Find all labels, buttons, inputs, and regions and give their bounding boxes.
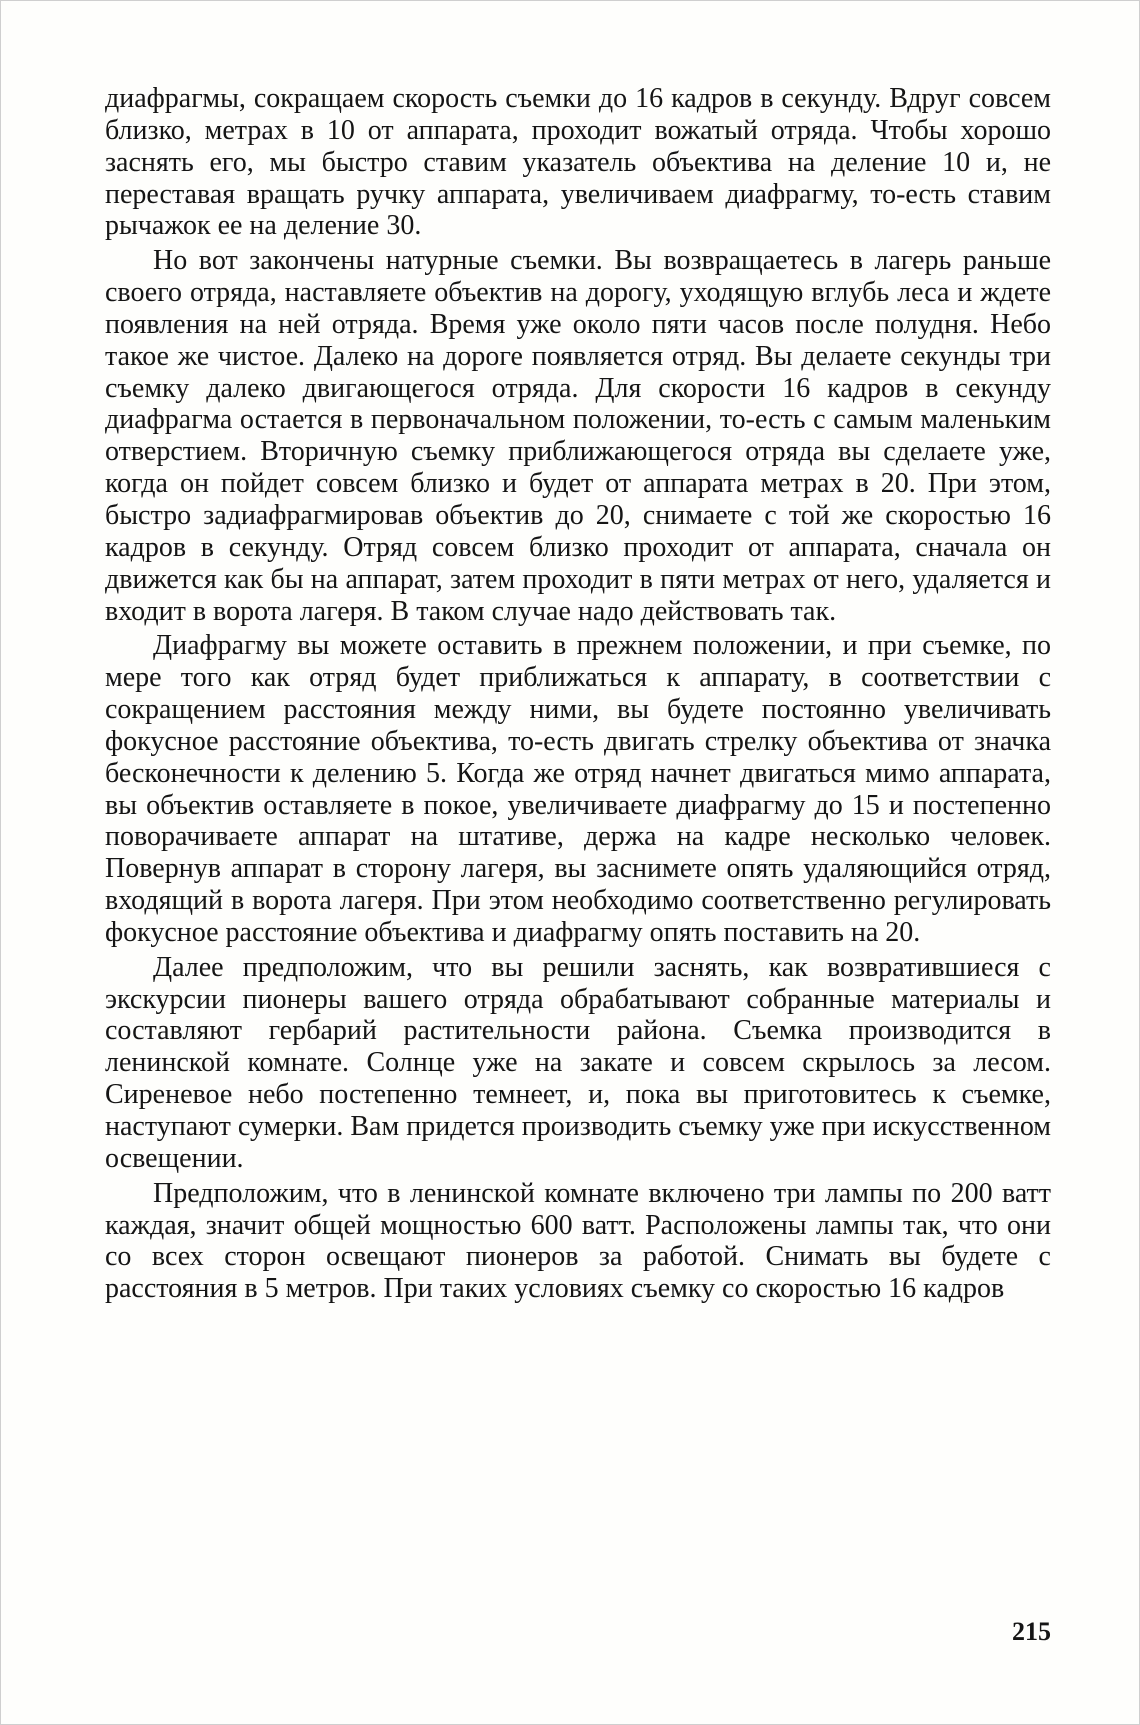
- body-text: [105, 83, 1051, 1308]
- paragraph-4: Далее предположим, что вы решили заснять, как возвратившиеся с экскурсии пионеры вашего отряда обрабатывают собранные материалы и составляют гербарий растительности района. Съемка производится в ленинской комнате. Солнце уже на закате и совсем скрылось за лесом. Сиреневое небо постепенно темнеет, и, пока вы приготовитесь к съемке, наступают сумерки. Вам придется производить съемку уже при искусственном освещении.: [105, 951, 1051, 1174]
- paragraph-3: Диафрагму вы можете оставить в прежнем положении, и при съемке, по мере того как отряд будет приближаться к аппарату, в соответствии с сокращением расстояния между ними, вы будете постоянно увеличивать фокусное расстояние объектива, то-есть двигать стрелку объектива от значка бесконечности к делению 5. Когда же отряд начнет двигаться мимо аппарата, вы объектив оставляете в покое, увеличиваете диафрагму до 15 и постепенно поворачиваете аппарат на штативе, держа на кадре несколько человек. Повернув аппарат в сторону лагеря, вы заснимете опять удаляющийся отряд, входящий в ворота лагеря. При этом необходимо соответственно регулировать фокусное расстояние объектива и диафрагму опять поставить на 20.: [105, 630, 1051, 948]
- paragraph-1: диафрагмы, сокращаем скорость съемки до 16 кадров в секунду. Вдруг совсем близко, метрах в 10 от аппарата, проходит вожатый отряда. Чтобы хорошо заснять его, мы быстро ставим указатель объектива на деление 10 и, не переставая вращать ручку аппарата, увеличиваем диафрагму, то-есть ставим рычажок ее на деление 30.: [105, 83, 1051, 242]
- page-number: 215: [1012, 1617, 1051, 1646]
- paragraph-2: Но вот закончены натурные съемки. Вы возвращаетесь в лагерь раньше своего отряда, наставляете объектив на дорогу, уходящую вглубь леса и ждете появления на ней отряда. Время уже около пяти часов после полудня. Небо такое же чистое. Далеко на дороге появляется отряд. Вы делаете секунды три съемку далеко двигающегося отряда. Для скорости 16 кадров в секунду диафрагма остается в первоначальном положении, то-есть с самым маленьким отверстием. Вторичную съемку приближающегося отряда вы сделаете уже, когда он пойдет совсем близко и будет от аппарата метрах в 20. При этом, быстро задиафрагмировав объектив до 20, снимаете с той же скоростью 16 кадров в секунду. Отряд совсем близко проходит от аппарата, сначала он движется как бы на аппарат, затем проходит в пяти метрах от него, удаляется и входит в ворота лагеря. В таком случае надо действовать так.: [105, 245, 1051, 627]
- paragraph-5: Предположим, что в ленинской комнате включено три лампы по 200 ватт каждая, значит общей мощностью 600 ватт. Расположены лампы так, что они со всех сторон освещают пионеров за работой. Снимать вы будете с расстояния в 5 метров. При таких условиях съемку со скоростью 16 кадров: [105, 1177, 1051, 1305]
